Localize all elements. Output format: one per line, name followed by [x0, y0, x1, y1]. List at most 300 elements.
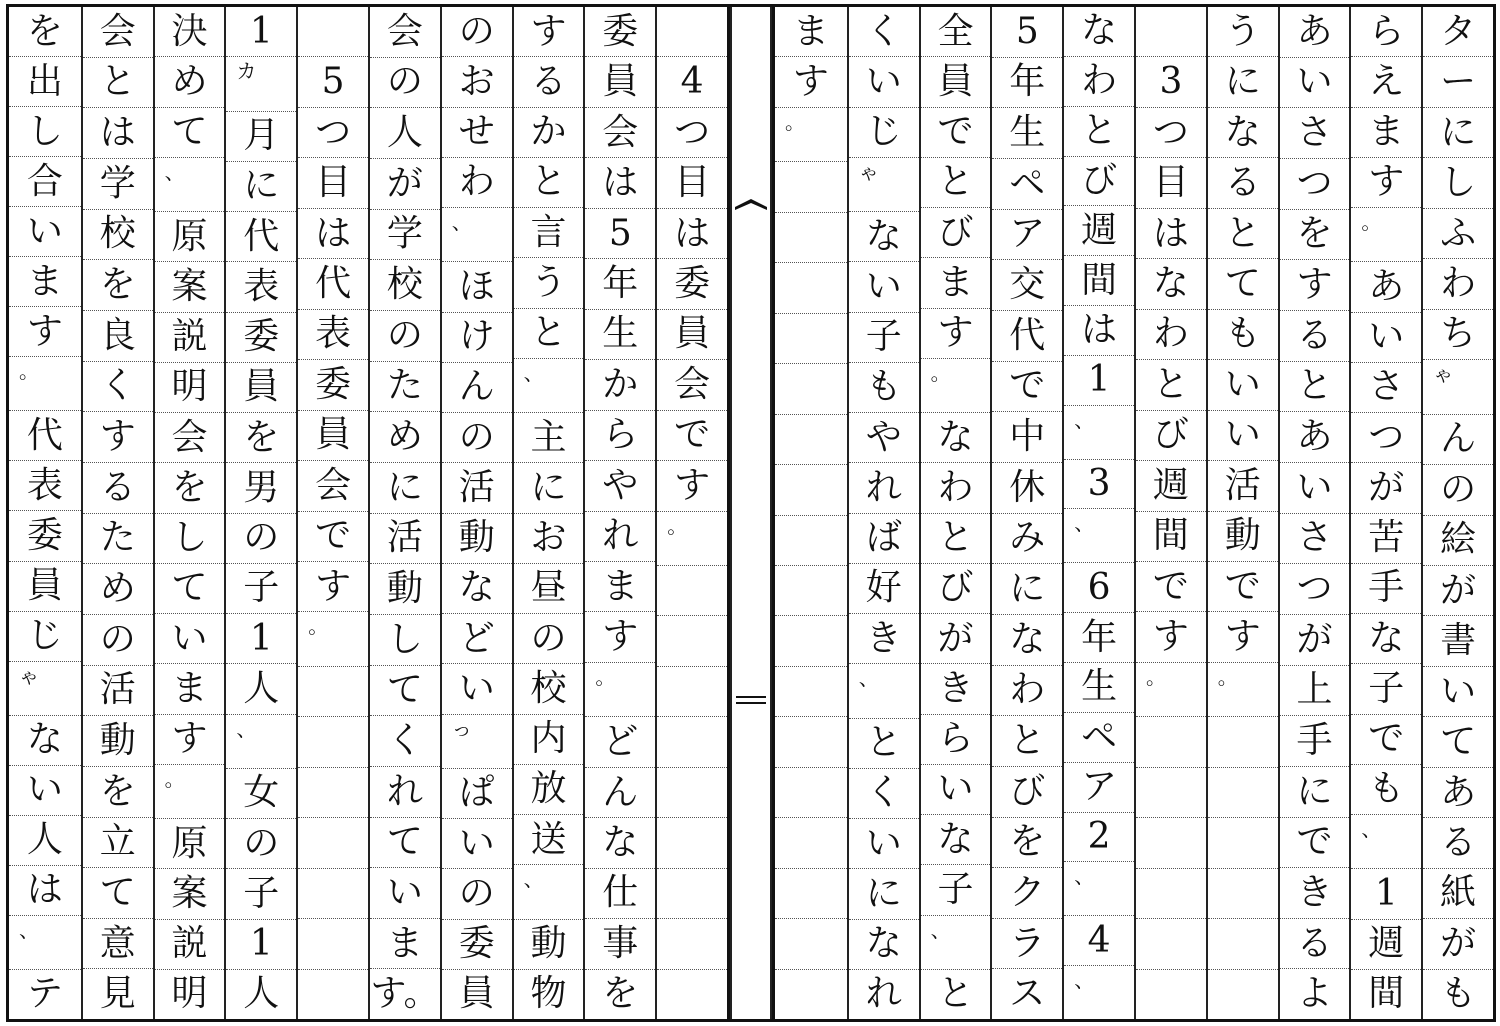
- grid-cell: は: [9, 866, 81, 916]
- grid-cell: を: [992, 818, 1062, 869]
- grid-cell: 、: [9, 916, 81, 970]
- grid-cell: 案: [155, 869, 225, 919]
- grid-cell: く: [849, 769, 919, 819]
- grid-cell: [657, 818, 727, 868]
- grid-cell: 主: [514, 413, 584, 463]
- grid-cell: で: [1280, 818, 1350, 869]
- grid-cell: な: [442, 564, 512, 614]
- grid-cell: 代: [992, 311, 1062, 362]
- grid-cell: 、: [849, 664, 919, 718]
- grid-cell: [657, 717, 727, 767]
- grid-cell: さ: [1280, 108, 1350, 159]
- grid-cell: が: [921, 614, 991, 664]
- grid-cell: ま: [370, 919, 440, 970]
- grid-cell: ら: [921, 715, 991, 765]
- grid-cell: な: [585, 818, 655, 868]
- grid-cell: 。: [298, 612, 368, 666]
- grid-cell: 。: [1136, 663, 1206, 717]
- grid-cell: く: [370, 716, 440, 767]
- grid-cell: 全: [921, 7, 991, 57]
- grid-cell: 、: [155, 158, 225, 212]
- grid-cell: と: [514, 309, 584, 359]
- grid-cell: ま: [921, 258, 991, 308]
- grid-cell: い: [370, 868, 440, 919]
- grid-cell: で: [1208, 562, 1278, 612]
- grid-cell: た: [370, 362, 440, 413]
- right-page-column: [1062, 7, 1134, 1019]
- grid-cell: 月: [226, 112, 296, 162]
- grid-cell: ー: [1423, 57, 1493, 107]
- grid-cell: ぱ: [442, 769, 512, 819]
- grid-cell: 上: [1280, 666, 1350, 717]
- grid-cell: 男: [226, 463, 296, 513]
- grid-cell: ほ: [442, 262, 512, 312]
- grid-cell: よ: [1296, 973, 1333, 1015]
- grid-cell: の: [370, 58, 440, 109]
- grid-cell: わ: [442, 158, 512, 208]
- grid-cell: 子: [1351, 664, 1421, 714]
- grid-cell: ゃ: [849, 158, 919, 212]
- grid-cell: い: [9, 766, 81, 816]
- grid-cell: き: [1280, 868, 1350, 919]
- grid-cell: タ: [1423, 7, 1493, 57]
- grid-cell: じ: [849, 108, 919, 158]
- grid-cell: っ: [442, 715, 512, 769]
- grid-cell: あ: [1280, 412, 1350, 463]
- grid-cell: 週: [1064, 206, 1134, 256]
- grid-cell: で: [657, 411, 727, 461]
- grid-cell: す: [775, 57, 847, 107]
- grid-cell: の: [226, 514, 296, 564]
- grid-cell: な: [921, 815, 991, 865]
- grid-cell: ク: [992, 868, 1062, 919]
- grid-cell: 決: [155, 7, 225, 57]
- right-page-column: [1206, 7, 1278, 1019]
- grid-cell: す: [514, 7, 584, 57]
- grid-cell: 会: [155, 413, 225, 463]
- grid-cell: 週: [1351, 920, 1421, 970]
- grid-cell: [775, 566, 847, 616]
- grid-cell: ゃ: [9, 662, 81, 716]
- grid-cell: す: [298, 562, 368, 612]
- grid-cell: 3: [1064, 460, 1134, 510]
- grid-cell: れ: [865, 973, 902, 1015]
- grid-cell: て: [370, 818, 440, 869]
- grid-cell: か: [585, 360, 655, 410]
- grid-cell: 、: [226, 715, 296, 769]
- grid-cell: 1: [226, 920, 296, 970]
- grid-cell: れ: [585, 512, 655, 562]
- grid-cell: 、: [1074, 968, 1095, 993]
- grid-cell: い: [1208, 411, 1278, 461]
- grid-cell: す: [155, 715, 225, 765]
- grid-cell: て: [155, 108, 225, 158]
- grid-cell: な: [1208, 108, 1278, 158]
- grid-cell: 人: [370, 108, 440, 159]
- grid-cell: [657, 667, 727, 717]
- grid-cell: [1208, 717, 1278, 767]
- grid-cell: [775, 516, 847, 566]
- grid-cell: か: [514, 108, 584, 158]
- left-page-column: [224, 7, 296, 1019]
- grid-cell: 意: [83, 919, 153, 970]
- grid-cell: を: [9, 7, 81, 57]
- grid-cell: は: [298, 209, 368, 259]
- grid-cell: 年: [585, 259, 655, 309]
- grid-cell: が: [1423, 566, 1493, 616]
- grid-cell: [775, 970, 847, 1019]
- grid-cell: 説: [155, 313, 225, 363]
- grid-cell: 動: [1208, 512, 1278, 562]
- grid-cell: 人: [9, 816, 81, 866]
- grid-cell: う: [1208, 7, 1278, 57]
- grid-cell: 員: [585, 57, 655, 107]
- grid-cell: わ: [1064, 57, 1134, 107]
- grid-cell: [657, 768, 727, 818]
- grid-cell: い: [849, 262, 919, 312]
- grid-cell: は: [1064, 306, 1134, 356]
- grid-cell: 苦: [1351, 514, 1421, 564]
- grid-cell: 人: [226, 664, 296, 714]
- grid-cell: い: [921, 765, 991, 815]
- grid-cell: け: [442, 313, 512, 363]
- grid-cell: に: [514, 463, 584, 513]
- grid-cell: に: [1280, 767, 1350, 818]
- grid-cell: で: [1136, 562, 1206, 612]
- grid-cell: [775, 162, 847, 212]
- grid-cell: 明: [171, 973, 208, 1015]
- grid-cell: [1136, 717, 1206, 767]
- grid-cell: つ: [657, 108, 727, 158]
- grid-cell: 会: [370, 7, 440, 58]
- grid-cell: と: [1064, 107, 1134, 157]
- grid-cell: ら: [1351, 7, 1421, 57]
- grid-cell: 。: [1208, 663, 1278, 717]
- grid-cell: 5: [298, 57, 368, 107]
- grid-cell: め: [370, 412, 440, 463]
- grid-cell: つ: [298, 108, 368, 158]
- grid-cell: 員: [226, 363, 296, 413]
- grid-cell: 。: [921, 359, 991, 413]
- left-page-column: [368, 7, 440, 1019]
- grid-cell: 原: [155, 212, 225, 262]
- grid-cell: 代: [298, 259, 368, 309]
- grid-cell: 休: [992, 463, 1062, 514]
- grid-cell: ど: [442, 614, 512, 664]
- grid-cell: つ: [1136, 108, 1206, 158]
- grid-cell: 子: [921, 865, 991, 915]
- grid-cell: る: [1423, 818, 1493, 868]
- grid-cell: お: [442, 57, 512, 107]
- grid-cell: る: [1280, 919, 1350, 970]
- grid-cell: で: [298, 512, 368, 562]
- grid-cell: 校: [370, 260, 440, 311]
- grid-cell: 送: [514, 815, 584, 865]
- grid-cell: 目: [298, 158, 368, 208]
- grid-cell: ま: [9, 257, 81, 307]
- grid-cell: 活: [442, 463, 512, 513]
- grid-cell: 代: [9, 411, 81, 461]
- grid-cell: 内: [514, 715, 584, 765]
- grid-cell: も: [1208, 310, 1278, 360]
- grid-cell: 目: [1136, 158, 1206, 208]
- grid-cell: く: [83, 362, 153, 413]
- grid-cell: 好: [849, 564, 919, 614]
- grid-cell: 員: [9, 562, 81, 612]
- grid-cell: 6: [1064, 563, 1134, 613]
- left-page-column: [440, 7, 512, 1019]
- grid-cell: 生: [1064, 663, 1134, 713]
- left-page-column: [153, 7, 225, 1019]
- grid-cell: ゃ: [1423, 360, 1493, 414]
- grid-cell: 。: [1351, 208, 1421, 262]
- grid-cell: 活: [1208, 461, 1278, 511]
- grid-cell: 生: [992, 108, 1062, 159]
- grid-cell: い: [9, 207, 81, 257]
- grid-cell: ア: [1064, 763, 1134, 813]
- grid-cell: い: [155, 614, 225, 664]
- grid-cell: を: [602, 973, 639, 1015]
- grid-cell: が: [1280, 615, 1350, 666]
- grid-cell: 委: [226, 313, 296, 363]
- grid-cell: わ: [992, 666, 1062, 717]
- grid-cell: 子: [849, 313, 919, 363]
- grid-cell: 年: [1064, 613, 1134, 663]
- gutter-mid-mark: [736, 695, 766, 705]
- grid-cell: て: [155, 564, 225, 614]
- grid-cell: [1136, 919, 1206, 969]
- grid-cell: [775, 667, 847, 717]
- grid-cell: つ: [1280, 564, 1350, 615]
- grid-cell: 、: [514, 865, 584, 919]
- grid-cell: 委: [442, 920, 512, 970]
- grid-cell: [775, 263, 847, 313]
- grid-cell: が: [370, 159, 440, 210]
- grid-cell: 活: [83, 666, 153, 717]
- grid-cell: で: [992, 362, 1062, 413]
- grid-cell: す。: [370, 973, 440, 1015]
- grid-cell: は: [585, 158, 655, 208]
- grid-cell: ラ: [992, 919, 1062, 970]
- grid-cell: 、: [921, 916, 991, 970]
- left-page-column: [583, 7, 655, 1019]
- grid-cell: 動: [370, 564, 440, 615]
- grid-cell: も: [1440, 973, 1477, 1015]
- grid-cell: さ: [1280, 514, 1350, 565]
- grid-cell: [775, 213, 847, 263]
- grid-cell: て: [1208, 259, 1278, 309]
- grid-cell: [298, 717, 368, 767]
- grid-cell: い: [1280, 58, 1350, 109]
- grid-cell: ふ: [1423, 209, 1493, 259]
- grid-cell: [775, 919, 847, 969]
- grid-cell: 4: [657, 57, 727, 107]
- grid-cell: [775, 616, 847, 666]
- grid-cell: 。: [775, 108, 847, 162]
- grid-cell: に: [1208, 57, 1278, 107]
- grid-cell: 説: [155, 920, 225, 970]
- grid-cell: 3: [1136, 57, 1206, 107]
- grid-cell: [1208, 970, 1278, 1019]
- grid-cell: 原: [155, 819, 225, 869]
- grid-cell: 昼: [514, 564, 584, 614]
- grid-cell: [1208, 919, 1278, 969]
- grid-cell: 活: [370, 514, 440, 565]
- right-page-column: [1278, 7, 1350, 1019]
- grid-cell: 4: [1064, 916, 1134, 966]
- right-page-column: [1349, 7, 1421, 1019]
- left-page: [6, 4, 730, 1022]
- grid-cell: の: [442, 869, 512, 919]
- grid-cell: 会: [83, 7, 153, 58]
- grid-cell: い: [1423, 667, 1493, 717]
- grid-cell: も: [1351, 765, 1421, 815]
- grid-cell: な: [849, 212, 919, 262]
- grid-cell: つ: [1351, 413, 1421, 463]
- grid-cell: め: [83, 564, 153, 615]
- grid-cell: の: [442, 413, 512, 463]
- grid-cell: 仕: [585, 869, 655, 919]
- grid-cell: 出: [9, 57, 81, 107]
- grid-cell: を: [83, 260, 153, 311]
- grid-cell: な: [1064, 7, 1134, 57]
- grid-cell: の: [442, 7, 512, 57]
- grid-cell: し: [1423, 158, 1493, 208]
- grid-cell: 言: [514, 208, 584, 258]
- grid-cell: 年: [992, 58, 1062, 109]
- grid-cell: 手: [1280, 716, 1350, 767]
- grid-cell: ば: [849, 514, 919, 564]
- grid-cell: 放: [514, 765, 584, 815]
- grid-cell: な: [1351, 614, 1421, 664]
- grid-cell: [657, 919, 727, 969]
- grid-cell: 員: [298, 411, 368, 461]
- grid-cell: 委: [298, 360, 368, 410]
- right-page-column: [1421, 7, 1493, 1019]
- grid-cell: 委: [657, 259, 727, 309]
- grid-cell: と: [83, 58, 153, 109]
- grid-cell: 会: [298, 461, 368, 511]
- grid-cell: て: [1423, 717, 1493, 767]
- grid-cell: ま: [585, 562, 655, 612]
- grid-cell: 学: [83, 159, 153, 210]
- grid-cell: く: [849, 7, 919, 57]
- grid-cell: 学: [370, 210, 440, 261]
- grid-cell: [298, 919, 368, 969]
- grid-cell: [775, 415, 847, 465]
- grid-cell: 週: [1136, 461, 1206, 511]
- grid-cell: 間: [1064, 256, 1134, 306]
- grid-cell: じ: [9, 612, 81, 662]
- grid-cell: す: [9, 307, 81, 357]
- grid-cell: の: [370, 311, 440, 362]
- grid-cell: 子: [226, 564, 296, 614]
- grid-cell: [298, 970, 368, 1019]
- grid-cell: る: [514, 57, 584, 107]
- grid-cell: わ: [1423, 259, 1493, 309]
- grid-cell: び: [921, 208, 991, 258]
- grid-cell: い: [442, 664, 512, 714]
- grid-cell: し: [9, 107, 81, 157]
- grid-cell: さ: [1351, 363, 1421, 413]
- gutter-top-mark: [733, 197, 769, 211]
- grid-cell: 1: [226, 614, 296, 664]
- grid-cell: は: [83, 108, 153, 159]
- grid-cell: ま: [155, 664, 225, 714]
- grid-cell: [775, 465, 847, 515]
- grid-cell: 、: [1064, 509, 1134, 563]
- grid-cell: な: [849, 920, 919, 970]
- grid-cell: せ: [442, 108, 512, 158]
- grid-cell: い: [849, 57, 919, 107]
- grid-cell: す: [921, 309, 991, 359]
- grid-cell: 、: [1351, 815, 1421, 869]
- grid-cell: 1: [1351, 869, 1421, 919]
- grid-cell: び: [992, 767, 1062, 818]
- grid-cell: 物: [530, 973, 567, 1015]
- grid-cell: や: [585, 461, 655, 511]
- grid-cell: 表: [298, 310, 368, 360]
- grid-cell: め: [155, 57, 225, 107]
- grid-cell: 動: [83, 716, 153, 767]
- grid-cell: し: [155, 514, 225, 564]
- grid-cell: 紙: [1423, 869, 1493, 919]
- grid-cell: 合: [9, 157, 81, 207]
- grid-cell: は: [1136, 209, 1206, 259]
- grid-cell: お: [514, 514, 584, 564]
- grid-cell: 員: [458, 973, 495, 1015]
- grid-cell: 、: [1064, 862, 1134, 916]
- grid-cell: び: [1064, 157, 1134, 207]
- grid-cell: れ: [849, 463, 919, 513]
- grid-cell: が: [1351, 463, 1421, 513]
- grid-cell: 間: [1136, 512, 1206, 562]
- grid-cell: ペ: [992, 159, 1062, 210]
- grid-cell: [298, 818, 368, 868]
- grid-cell: や: [849, 413, 919, 463]
- grid-cell: と: [1136, 360, 1206, 410]
- grid-cell: ま: [1351, 108, 1421, 158]
- grid-cell: 1: [226, 7, 296, 57]
- grid-cell: [775, 768, 847, 818]
- grid-cell: と: [937, 973, 974, 1015]
- grid-cell: す: [585, 612, 655, 662]
- grid-cell: [298, 7, 368, 57]
- right-page: [772, 4, 1496, 1022]
- grid-cell: つ: [1280, 159, 1350, 210]
- grid-cell: に: [226, 162, 296, 212]
- grid-cell: ん: [585, 768, 655, 818]
- grid-cell: 間: [1368, 973, 1405, 1015]
- grid-cell: 1: [1064, 356, 1134, 406]
- grid-cell: す: [1351, 158, 1421, 208]
- grid-cell: 員: [921, 57, 991, 107]
- grid-cell: 交: [992, 260, 1062, 311]
- grid-cell: 委: [9, 511, 81, 561]
- grid-cell: な: [9, 716, 81, 766]
- grid-cell: [298, 768, 368, 818]
- grid-cell: 代: [226, 212, 296, 262]
- grid-cell: 会: [585, 108, 655, 158]
- grid-cell: き: [921, 664, 991, 714]
- grid-cell: で: [921, 108, 991, 158]
- grid-cell: 。: [585, 663, 655, 717]
- grid-cell: み: [992, 514, 1062, 565]
- grid-cell: な: [921, 413, 991, 463]
- grid-cell: を: [155, 463, 225, 513]
- grid-cell: に: [1423, 108, 1493, 158]
- grid-cell: 見: [99, 973, 136, 1015]
